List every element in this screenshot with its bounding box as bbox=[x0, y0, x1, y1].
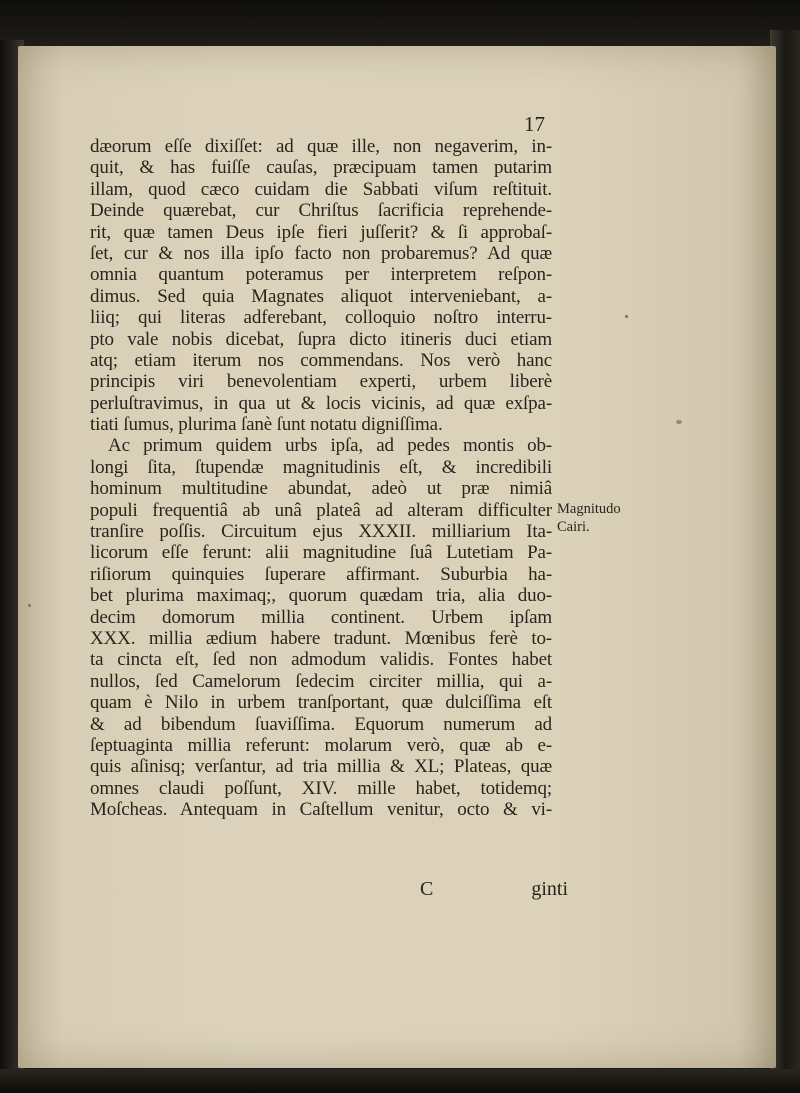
bottom-book-edge bbox=[0, 1069, 800, 1093]
text-line: licorum eſſe ferunt: alii magnitudine ſuâ Lutetiam Pa- bbox=[90, 542, 552, 564]
text-line: hominum multitudine abundat, adeò ut præ nimiâ bbox=[90, 478, 552, 500]
paper-stain bbox=[676, 420, 682, 424]
text-line: liiq; qui literas adferebant, colloquio noſtro interru- bbox=[90, 307, 552, 329]
text-line: omnes claudi poſſunt, XIV. mille habet, totidemq; bbox=[90, 777, 552, 799]
text-line: perluſtravimus, in qua ut & locis vicinis, ad quæ exſpa- bbox=[90, 392, 552, 414]
text-line: atq; etiam iterum nos commendans. Nos verò hanc bbox=[90, 349, 552, 371]
text-line: illam, quod cæco cuidam die Sabbati viſum reſtituit. bbox=[90, 178, 552, 200]
text-line: Moſcheas. Antequam in Caſtellum venitur, octo & vi- bbox=[90, 799, 552, 821]
text-line: ſet, cur & nos illa ipſo facto non probaremus? Ad quæ bbox=[90, 242, 552, 264]
body-text bbox=[90, 136, 552, 821]
signature-mark: C bbox=[420, 878, 434, 900]
text-line: bet plurima maximaq;, quorum quædam tria, alia duo- bbox=[90, 585, 552, 607]
text-line: populi frequentiâ ab unâ plateâ ad alteram difficulter bbox=[90, 499, 552, 521]
text-line: quit, & has fuiſſe cauſas, præcipuam tamen putarim bbox=[90, 157, 552, 179]
paragraph-start-line: Ac primum quidem urbs ipſa, ad pedes montis ob- bbox=[108, 435, 552, 457]
text-line: ſeptuaginta millia referunt: molarum verò, quæ ab e- bbox=[90, 734, 552, 756]
paper-stain bbox=[28, 604, 31, 607]
text-line: dimus. Sed quia Magnates aliquot interveniebant, a- bbox=[90, 285, 552, 307]
text-line: Deinde quærebat, cur Chriſtus ſacrificia reprehende- bbox=[90, 200, 552, 222]
marginal-note-line: Cairi. bbox=[557, 519, 590, 535]
text-line: dæorum eſſe dixiſſet: ad quæ ille, non negaverim, in- bbox=[90, 136, 552, 157]
paper-stain bbox=[625, 315, 628, 318]
text-line: & ad bibendum ſuaviſſima. Equorum numerum ad bbox=[90, 713, 552, 735]
text-line: longi ſita, ſtupendæ magnitudinis eſt, & incredibili bbox=[90, 456, 552, 478]
text-line: principis viri benevolentiam experti, urbem liberè bbox=[90, 371, 552, 393]
text-line: pto vale nobis dicebat, ſupra dicto itineris duci etiam bbox=[90, 328, 552, 350]
catchword: ginti bbox=[531, 878, 568, 900]
text-line: quam è Nilo in urbem tranſportant, quæ dulciſſima eſt bbox=[90, 692, 552, 714]
text-line: tranſire poſſis. Circuitum ejus XXXII. milliarium Ita- bbox=[90, 521, 552, 543]
text-line: nullos, ſed Camelorum ſedecim circiter millia, qui a- bbox=[90, 670, 552, 692]
text-line: XXX. millia ædium habere tradunt. Mœnibus ferè to- bbox=[90, 627, 552, 649]
marginal-note bbox=[557, 500, 621, 536]
text-line: quis aſinisq; verſantur, ad tria millia & XL; Plateas, quæ bbox=[90, 756, 552, 778]
page-footer bbox=[420, 878, 568, 901]
text-line: ta cincta eſt, ſed non admodum validis. Fontes habet bbox=[90, 649, 552, 671]
text-line: decim domorum millia continent. Urbem ipſam bbox=[90, 606, 552, 628]
text-line: rit, quæ tamen Deus ipſe fieri juſſerit? & ſi approbaſ- bbox=[90, 221, 552, 243]
text-line: omnia quantum poteramus per interpretem reſpon- bbox=[90, 264, 552, 286]
marginal-note-line: Magnitudo bbox=[557, 501, 621, 517]
text-line: tiati ſumus, plurima ſanè ſunt notatu digniſſima. bbox=[90, 414, 443, 436]
text-line: riſiorum quinquies ſuperare affirmant. Suburbia ha- bbox=[90, 563, 552, 585]
page-number: 17 bbox=[524, 112, 545, 136]
